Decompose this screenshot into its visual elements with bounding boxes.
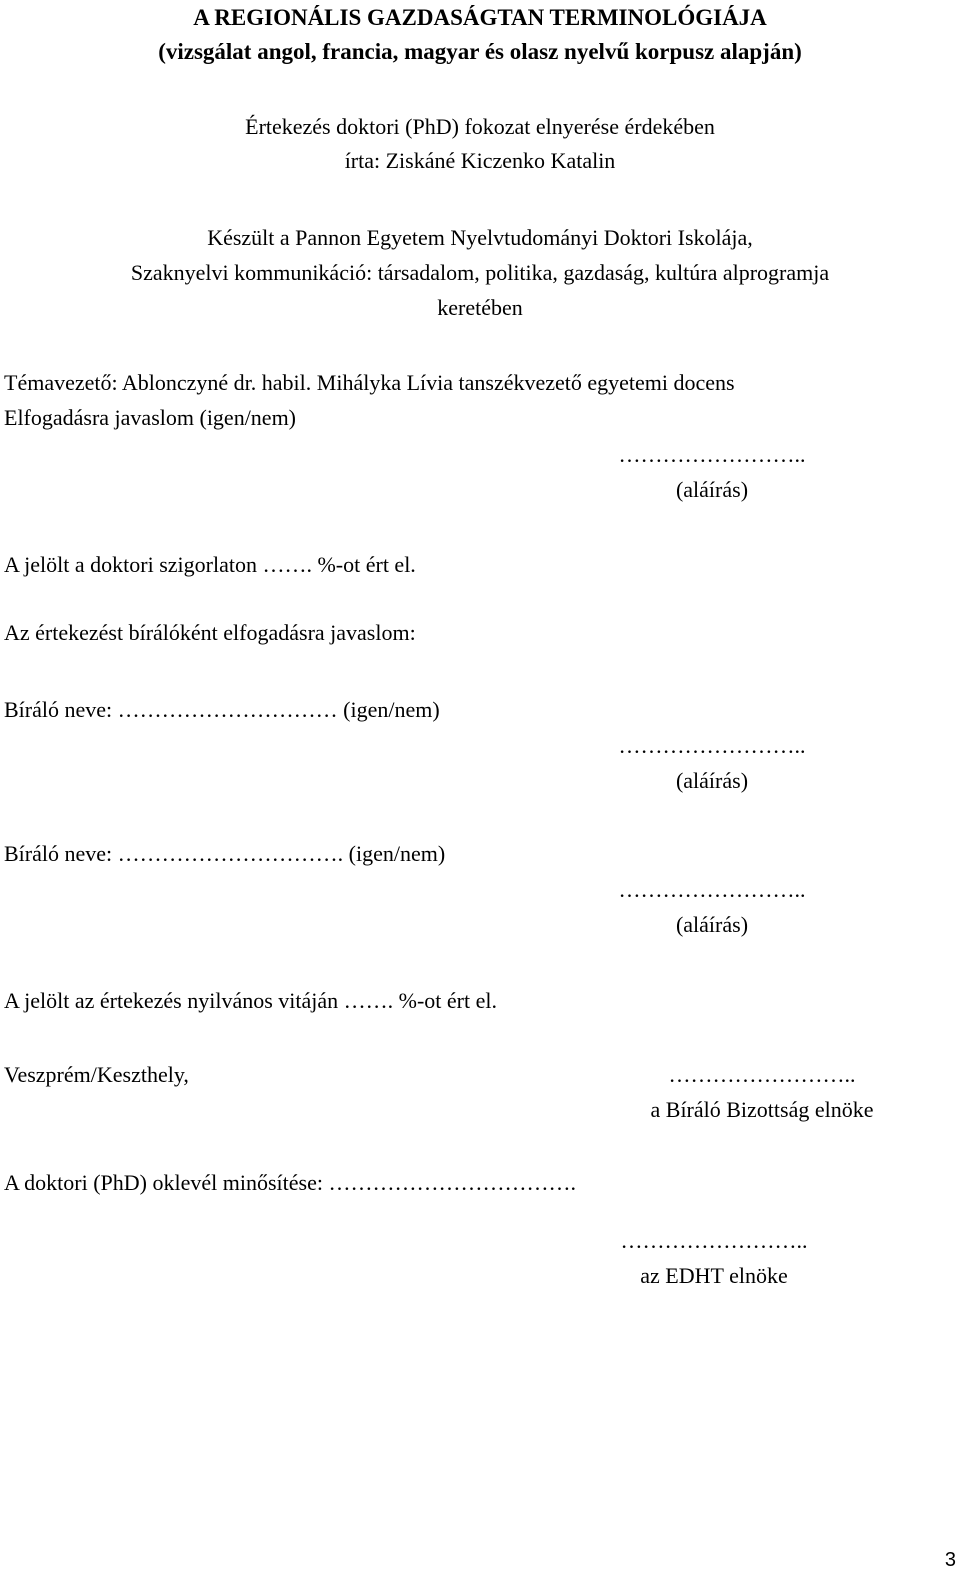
- place-line: Veszprém/Keszthely,: [4, 1062, 189, 1087]
- committee-signature-dots: ……………………..: [668, 1062, 856, 1087]
- edht-signature-label: az EDHT elnöke: [640, 1263, 788, 1288]
- supervisor-signature-label: (aláírás): [675, 477, 749, 502]
- reviewer-2-signature-label: (aláírás): [675, 912, 749, 937]
- supervisor-line: Témavezető: Ablonczyné dr. habil. Mihályka Lívia tanszékvezető egyetemi docens: [4, 370, 735, 395]
- thesis-subtitle: (vizsgálat angol, francia, magyar és olasz nyelvű korpusz alapján): [158, 39, 802, 64]
- page-number: 3: [944, 1549, 956, 1571]
- edht-signature-dots: ……………………..: [620, 1228, 808, 1253]
- reviewer-2-signature-dots: ……………………..: [618, 877, 806, 902]
- program-line: Szaknyelvi kommunikáció: társadalom, politika, gazdaság, kultúra alprogramja: [130, 260, 830, 285]
- reviewer-intro: Az értekezést bírálóként elfogadásra javaslom:: [4, 620, 416, 645]
- committee-signature-label: a Bíráló Bizottság elnöke: [650, 1097, 874, 1122]
- degree-purpose: Értekezés doktori (PhD) fokozat elnyerése érdekében: [245, 114, 715, 139]
- author-line: írta: Ziskáné Kiczenko Katalin: [344, 148, 616, 173]
- defense-result-line: A jelölt az értekezés nyilvános vitáján ……. %-ot ért el.: [4, 988, 498, 1013]
- program-line-end: keretében: [437, 295, 523, 320]
- supervisor-recommendation: Elfogadásra javaslom (igen/nem): [4, 405, 297, 430]
- reviewer-1-line: Bíráló neve: ………………………… (igen/nem): [4, 697, 440, 722]
- school-line: Készült a Pannon Egyetem Nyelvtudományi Doktori Iskolája,: [207, 225, 753, 250]
- reviewer-1-signature-dots: ……………………..: [618, 733, 806, 758]
- exam-result-line: A jelölt a doktori szigorlaton ……. %-ot ért el.: [4, 552, 416, 577]
- supervisor-signature-dots: ……………………..: [618, 442, 806, 467]
- reviewer-2-line: Bíráló neve: …………………………. (igen/nem): [4, 841, 446, 866]
- diploma-rating-line: A doktori (PhD) oklevél minősítése: …………………………….: [4, 1170, 576, 1195]
- thesis-title: A REGIONÁLIS GAZDASÁGTAN TERMINOLÓGIÁJA: [193, 5, 767, 30]
- reviewer-1-signature-label: (aláírás): [675, 768, 749, 793]
